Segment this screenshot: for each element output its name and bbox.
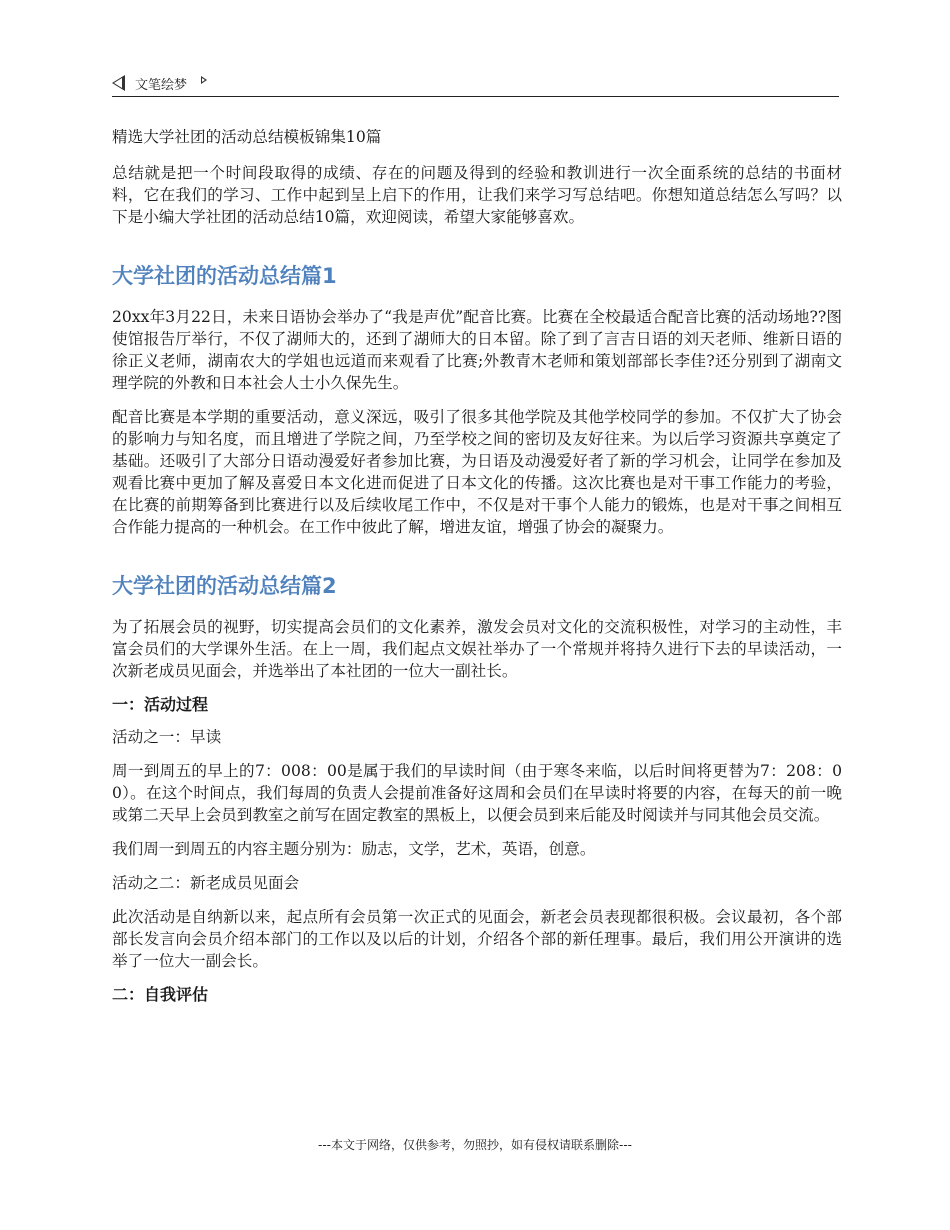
brand-name: 文笔绘梦	[135, 77, 188, 93]
subheading-self-evaluation: 二：自我评估	[112, 985, 209, 1004]
subheading-activity-process: 一：活动过程	[112, 695, 209, 714]
activity-1-label: 活动之一：早读	[112, 728, 222, 746]
section-2-paragraph-3: 我们周一到周五的内容主题分别为：励志，文学，艺术，英语，创意。	[112, 840, 596, 858]
intro-paragraph: 总结就是把一个时间段取得的成绩、存在的问题及得到的经验和教训进行一次全面系统的总结的书面材料，它在我们的学习、工作中起到呈上启下的作用，让我们来学习写总结吧。你想知道总结怎么写吗？以下是小编大学社团的活动总结10篇，欢迎阅读，希望大家能够喜欢。	[112, 164, 842, 226]
activity-2-label: 活动之二：新老成员见面会	[112, 874, 300, 892]
section-1-paragraph-1: 20xx年3月22日，未来日语协会举办了“我是声优”配音比赛。比赛在全校最适合配音比赛的活动场地??图使馆报告厅举行，不仅了湖师大的，还到了湖师大的日本留。除了到了言吉日语的刘天老师、维新日语的徐正义老师，湖南农大的学姐也远道而来观看了比赛;外教青木老师和策划部部长李佳?还分别到了湖南文理学院的外教和日本社会人士小久保先生。	[112, 308, 842, 392]
section-2-paragraph-4: 此次活动是自纳新以来，起点所有会员第一次正式的见面会，新老会员表现都很积极。会议最初，各个部部长发言向会员介绍本部门的工作以及以后的计划，介绍各个部的新任理事。最后，我们用公开演讲的选举了一位大一副会长。	[112, 908, 842, 970]
page-footer: ---本文于网络，仅供参考，勿照抄，如有侵权请联系删除---	[318, 1138, 632, 1152]
section-2-heading: 大学社团的活动总结篇2	[112, 574, 337, 598]
triangle-left-icon	[112, 75, 125, 91]
triangle-right-icon	[201, 76, 207, 84]
section-2-paragraph-2: 周一到周五的早上的7：008：00是属于我们的早读时间（由于寒冬来临，以后时间将更替为7：208：00）。在这个时间点，我们每周的负责人会提前准备好这周和会员们在早读时将要的内容，在每天的前一晚或第二天早上会员到教室之前写在固定教室的黑板上，以便会员到来后能及时阅读并与同其他会员交流。	[112, 762, 842, 824]
section-1-paragraph-2: 配音比赛是本学期的重要活动，意义深远，吸引了很多其他学院及其他学校同学的参加。不仅扩大了协会的影响力与知名度，而且增进了学院之间，乃至学校之间的密切及友好往来。为以后学习资源共享奠定了基础。还吸引了大部分日语动漫爱好者参加比赛，为日语及动漫爱好者了新的学习机会，让同学在参加及观看比赛中更加了解及喜爱日本文化进而促进了日本文化的传播。这次比赛也是对干事工作能力的考验，在比赛的前期筹备到比赛进行以及后续收尾工作中，不仅是对干事个人能力的锻炼，也是对干事之间相互合作能力提高的一种机会。在工作中彼此了解，增进友谊，增强了协会的凝聚力。	[112, 408, 842, 536]
section-2-paragraph-1: 为了拓展会员的视野，切实提高会员们的文化素养，激发会员对文化的交流积极性，对学习的主动性，丰富会员们的大学课外生活。在上一周，我们起点文娱社举办了一个常规并将持久进行下去的早读活动，一次新老成员见面会，并选举出了本社团的一位大一副社长。	[112, 618, 842, 680]
page-header	[112, 72, 839, 97]
document-body	[112, 126, 842, 1016]
document-title: 精选大学社团的活动总结模板锦集10篇	[112, 128, 382, 146]
section-1-heading: 大学社团的活动总结篇1	[112, 264, 337, 288]
brand	[112, 72, 207, 94]
